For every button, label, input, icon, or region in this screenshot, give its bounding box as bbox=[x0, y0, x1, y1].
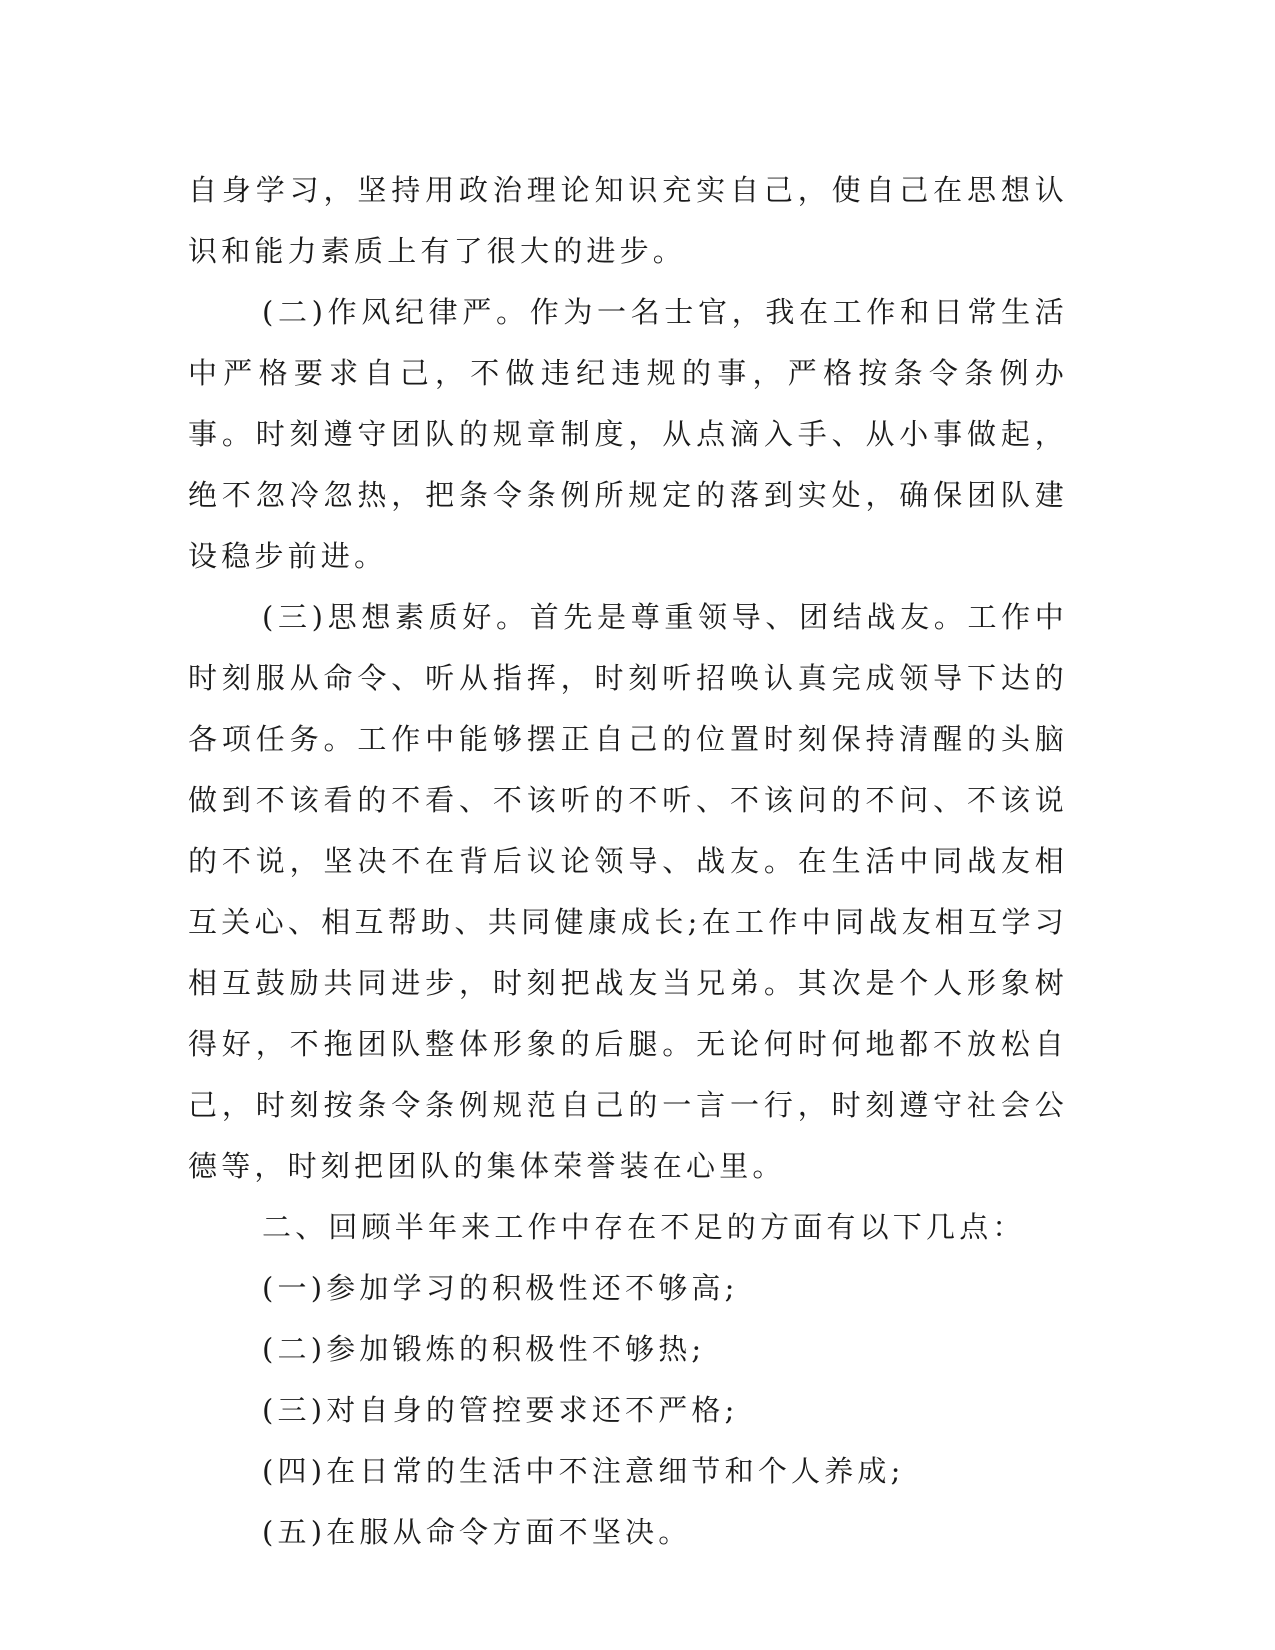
list-item: (五)在服从命令方面不坚决。 bbox=[262, 1515, 692, 1549]
paragraph-discipline: (二)作风纪律严。作为一名士官，我在工作和日常生活中严格要求自己，不做违纪违规的事，严格按条令条例办事。时刻遵守团队的规章制度，从点滴入手、从小事做起，绝不忽冷忽热，把条令条例所规定的落到实处，确保团队建设稳步前进。 bbox=[188, 295, 1068, 573]
list-item: (一)参加学习的积极性还不够高; bbox=[262, 1271, 739, 1305]
list-item: (三)对自身的管控要求还不严格; bbox=[262, 1393, 739, 1427]
paragraph-quality: (三)思想素质好。首先是尊重领导、团结战友。工作中时刻服从命令、听从指挥，时刻听招唤认真完成领导下达的各项任务。工作中能够摆正自己的位置时刻保持清醒的头脑做到不该看的不看、不该听的不听、不该问的不问、不该说的不说，坚决不在背后议论领导、战友。在生活中同战友相互关心、相互帮助、共同健康成长;在工作中同战友相互学习相互鼓励共同进步，时刻把战友当兄弟。其次是个人形象树得好，不拖团队整体形象的后腿。无论何时何地都不放松自己，时刻按条令条例规范自己的一言一行，时刻遵守社会公德等，时刻把团队的集体荣誉装在心里。 bbox=[188, 600, 1068, 1183]
section-heading-shortcomings: 二、回顾半年来工作中存在不足的方面有以下几点： bbox=[262, 1210, 1026, 1244]
paragraph-continuation: 自身学习，坚持用政治理论知识充实自己，使自己在思想认识和能力素质上有了很大的进步。 bbox=[188, 173, 1068, 268]
list-item: (二)参加锻炼的积极性不够热; bbox=[262, 1332, 706, 1366]
list-item: (四)在日常的生活中不注意细节和个人养成; bbox=[262, 1454, 905, 1488]
document-body bbox=[188, 160, 1068, 1563]
